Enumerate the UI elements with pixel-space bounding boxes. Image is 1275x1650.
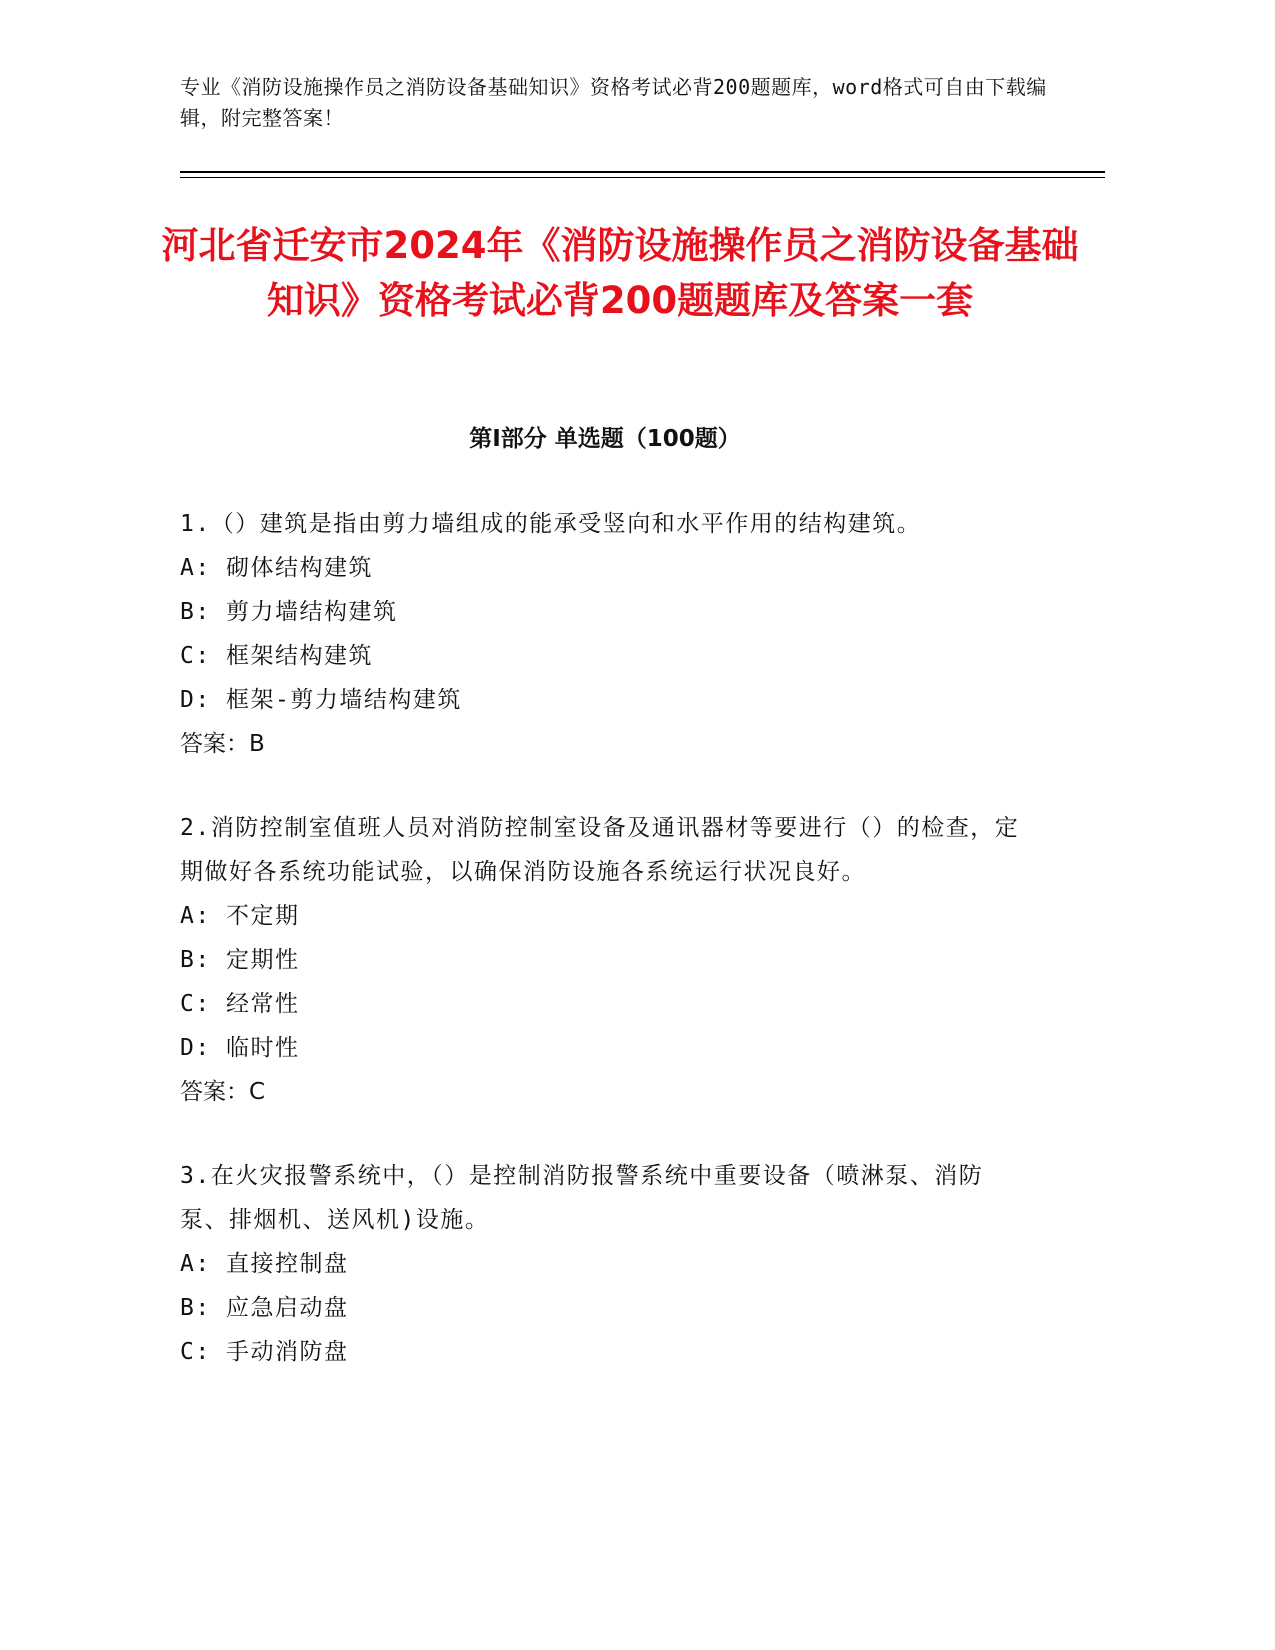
header-note: 专业《消防设施操作员之消防设备基础知识》资格考试必背200题题库，word格式可自由下载编辑，附完整答案！: [180, 75, 1047, 130]
option-b: B: 定期性: [180, 947, 300, 973]
question-1: [180, 502, 1030, 766]
option-c: C: 框架结构建筑: [180, 643, 374, 669]
document-title: 河北省迁安市2024年《消防设施操作员之消防设备基础知识》资格考试必背200题题库及答案一套: [161, 224, 1079, 322]
option-d: D: 框架-剪力墙结构建筑: [180, 687, 462, 713]
question-stem: 1.（）建筑是指由剪力墙组成的能承受竖向和水平作用的结构建筑。: [180, 511, 922, 537]
option-b: B: 应急启动盘: [180, 1295, 349, 1321]
question-stem: 2.消防控制室值班人员对消防控制室设备及通讯器材等要进行（）的检查，定期做好各系统功能试验，以确保消防设施各系统运行状况良好。: [180, 815, 1020, 885]
question-stem: 3.在火灾报警系统中，（）是控制消防报警系统中重要设备（喷淋泵、消防泵、排烟机、送风机)设施。: [180, 1163, 984, 1233]
answer: 答案：B: [180, 731, 265, 757]
section-title: 第Ⅰ部分 单选题（100题）: [469, 426, 741, 452]
question-2: [180, 806, 1030, 1114]
option-b: B: 剪力墙结构建筑: [180, 599, 398, 625]
header-rule-thin: [180, 177, 1105, 178]
option-a: A: 砌体结构建筑: [180, 555, 374, 581]
answer: 答案：C: [180, 1079, 266, 1105]
option-a: A: 不定期: [180, 903, 300, 929]
option-c: C: 经常性: [180, 991, 300, 1017]
option-a: A: 直接控制盘: [180, 1251, 349, 1277]
header-rule-thick: [180, 171, 1105, 173]
option-c: C: 手动消防盘: [180, 1339, 349, 1365]
option-d: D: 临时性: [180, 1035, 300, 1061]
question-list: [180, 502, 1030, 1414]
question-3: [180, 1154, 1030, 1374]
